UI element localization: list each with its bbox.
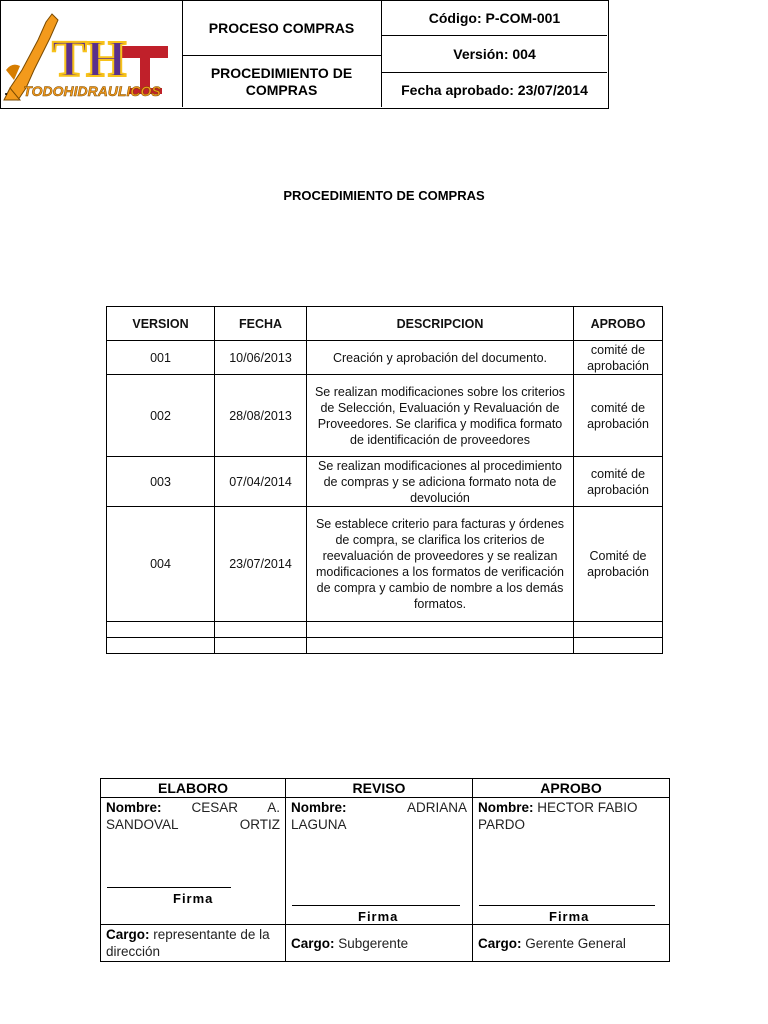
company-logo (0, 0, 183, 107)
cargo-value: Subgerente (338, 935, 409, 951)
date-cell: 07/04/2014 (215, 457, 307, 507)
elaboro-cell (101, 798, 286, 925)
person-name: CESAR A. SANDOVAL ORTIZ (106, 800, 280, 832)
column-header: APROBO (473, 779, 670, 798)
version-cell: 004 (107, 507, 215, 622)
cargo-label: Cargo: (478, 935, 522, 951)
empty-table-row (107, 638, 663, 654)
date-cell: 28/08/2013 (215, 375, 307, 457)
cargo-cell (473, 925, 670, 962)
name-label: Nombre: (478, 800, 534, 815)
version-cell: 001 (107, 341, 215, 375)
document-version: Versión: 004 (382, 36, 607, 73)
document-code: Código: P-COM-001 (382, 0, 607, 36)
name-field (106, 799, 280, 833)
person-name: HECTOR FABIO PARDO (478, 800, 638, 832)
signature-line (479, 905, 655, 906)
column-header: VERSION (107, 307, 215, 341)
cargo-cell (286, 925, 473, 962)
date-cell: 23/07/2014 (215, 507, 307, 622)
aprobo-cell (473, 798, 670, 925)
table-row (107, 457, 663, 507)
svg-text:H: H (86, 31, 127, 88)
empty-table-row (107, 622, 663, 638)
version-history-table (106, 306, 663, 654)
table-row (107, 507, 663, 622)
column-header: DESCRIPCION (307, 307, 574, 341)
approver-cell: comité de aprobación (574, 375, 663, 457)
column-header: FECHA (215, 307, 307, 341)
person-name: ADRIANA LAGUNA (291, 800, 467, 832)
approved-date: Fecha aprobado: 23/07/2014 (401, 82, 588, 98)
cargo-row (101, 925, 670, 962)
cargo-label: Cargo: (291, 935, 335, 951)
column-header: REVISO (286, 779, 473, 798)
description-cell: Creación y aprobación del documento. (307, 341, 574, 375)
version-cell: 003 (107, 457, 215, 507)
signatures-header-row (101, 779, 670, 798)
procedure-name: PROCEDIMIENTO DE COMPRAS (210, 64, 353, 98)
signature-label: Firma (358, 909, 399, 924)
signature-line (107, 887, 231, 888)
description-cell: Se realizan modificaciones sobre los criterios de Selección, Evaluación y Revaluación de Proveedores. Se clarifica y modifica formato de identificación de proveedores (307, 375, 574, 457)
table-row (107, 375, 663, 457)
document-header (0, 0, 609, 109)
signature-line (292, 905, 460, 906)
date-cell: 10/06/2013 (215, 341, 307, 375)
reviso-cell (286, 798, 473, 925)
name-label: Nombre: (106, 800, 162, 815)
cargo-cell (101, 925, 286, 962)
table-header-row (107, 307, 663, 341)
process-name: PROCESO COMPRAS (182, 0, 381, 56)
excavator-logo-icon (0, 0, 182, 107)
table-row (107, 341, 663, 375)
signatures-body-row (101, 798, 670, 925)
signature-label: Firma (549, 909, 590, 924)
signature-label: Firma (173, 891, 214, 906)
column-header: ELABORO (101, 779, 286, 798)
description-cell: Se establece criterio para facturas y órdenes de compra, se clarifica los criterios de reevaluación de proveedores y se realizan modificaciones a los formatos de verificación de compra y cambio de nombre a los demás formatos. (307, 507, 574, 622)
svg-text:T: T (52, 31, 87, 88)
cargo-value: representante de la dirección (106, 927, 270, 959)
logo-subtext: TODOHIDRAULICOS (23, 83, 161, 99)
name-field (478, 799, 664, 833)
description-cell: Se realizan modificaciones al procedimiento de compras y se adiciona formato nota de devolución (307, 457, 574, 507)
signatures-table (100, 778, 670, 962)
version-cell: 002 (107, 375, 215, 457)
cargo-value: Gerente General (525, 935, 626, 951)
column-header: APROBO (574, 307, 663, 341)
name-field (291, 799, 467, 833)
approver-cell: comité de aprobación (574, 341, 663, 375)
document-title: PROCEDIMIENTO DE COMPRAS (283, 188, 485, 203)
approver-cell: Comité de aprobación (574, 507, 663, 622)
approver-cell: comité de aprobación (574, 457, 663, 507)
cargo-label: Cargo: (106, 927, 150, 942)
name-label: Nombre: (291, 800, 347, 815)
